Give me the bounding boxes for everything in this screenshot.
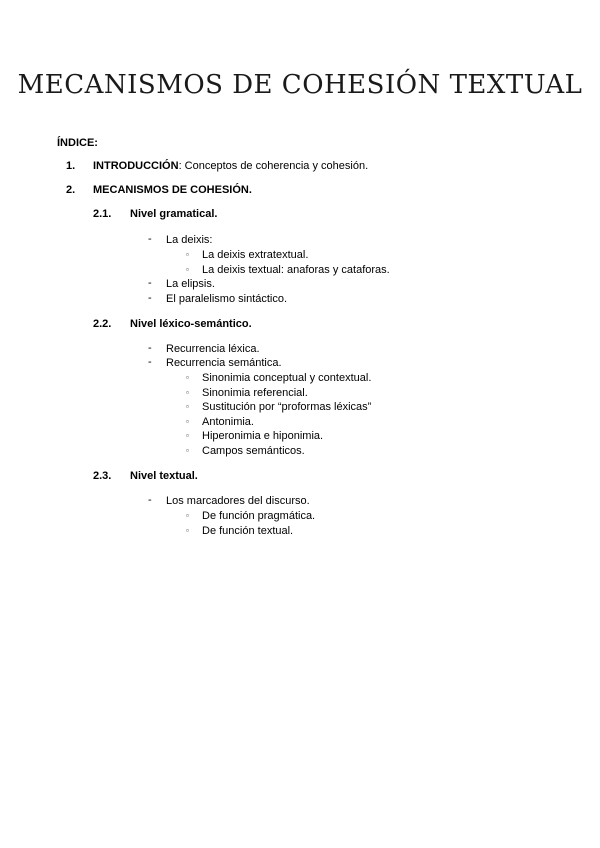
bullet-marker: ▫ xyxy=(186,265,189,274)
index-heading: ÍNDICE: xyxy=(57,137,98,149)
list-item: Antonimia. xyxy=(202,416,254,428)
subsection-2-3-number: 2.3. xyxy=(93,470,112,482)
bullet-marker: ▫ xyxy=(186,417,189,426)
list-item: Sinonimia conceptual y contextual. xyxy=(202,372,372,384)
bullet-marker: ▫ xyxy=(186,388,189,397)
section-1-text: : Conceptos de coherencia y cohesión. xyxy=(178,160,369,172)
list-item: De función textual. xyxy=(202,525,294,537)
subsection-2-1-title: Nivel gramatical. xyxy=(130,208,218,220)
bullet-marker: ▫ xyxy=(186,446,189,455)
dash-marker: - xyxy=(148,342,152,354)
list-item: La deixis: xyxy=(166,234,213,246)
subsection-2-2-number: 2.2. xyxy=(93,318,112,330)
subsection-2-1-number: 2.1. xyxy=(93,208,112,220)
bullet-marker: ▫ xyxy=(186,526,189,535)
list-item: Campos semánticos. xyxy=(202,445,305,457)
bullet-marker: ▫ xyxy=(186,511,189,520)
list-item: De función pragmática. xyxy=(202,510,316,522)
dash-marker: - xyxy=(148,277,152,289)
bullet-marker: ▫ xyxy=(186,250,189,259)
bullet-marker: ▫ xyxy=(186,431,189,440)
dash-marker: - xyxy=(148,233,152,245)
list-item: Sinonimia referencial. xyxy=(202,387,308,399)
bullet-marker: ▫ xyxy=(186,402,189,411)
list-item: La deixis textual: anaforas y cataforas. xyxy=(202,264,390,276)
list-item: Recurrencia semántica. xyxy=(166,357,282,369)
section-1-line xyxy=(93,159,368,173)
bullet-marker: ▫ xyxy=(186,373,189,382)
section-1-number: 1. xyxy=(66,160,76,172)
subsection-2-3-title: Nivel textual. xyxy=(130,470,198,482)
list-item: Hiperonimia e hiponimia. xyxy=(202,430,324,442)
list-item: Los marcadores del discurso. xyxy=(166,495,310,507)
dash-marker: - xyxy=(148,494,152,506)
section-1-title: INTRODUCCIÓN xyxy=(93,160,179,172)
section-2-number: 2. xyxy=(66,184,76,196)
document-title: MECANISMOS DE COHESIÓN TEXTUAL xyxy=(17,70,583,100)
subsection-2-2-title: Nivel léxico-semántico. xyxy=(130,318,252,330)
dash-marker: - xyxy=(148,292,152,304)
list-item: La elipsis. xyxy=(166,278,215,290)
section-2-title: MECANISMOS DE COHESIÓN. xyxy=(93,184,252,196)
list-item: El paralelismo sintáctico. xyxy=(166,293,288,305)
list-item: Sustitución por “proformas léxicas” xyxy=(202,401,372,413)
dash-marker: - xyxy=(148,356,152,368)
list-item: Recurrencia léxica. xyxy=(166,343,260,355)
list-item: La deixis extratextual. xyxy=(202,249,309,261)
